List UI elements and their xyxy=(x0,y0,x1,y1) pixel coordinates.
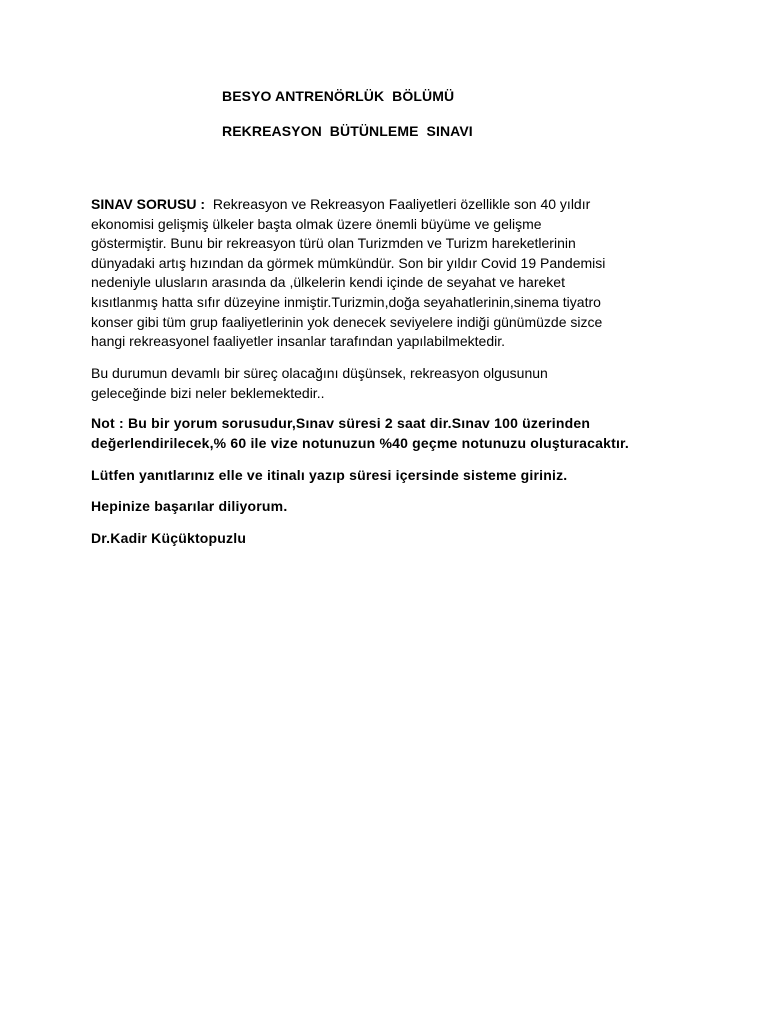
exam-note xyxy=(91,414,731,453)
wish-text: Hepinize başarılar diliyorum. xyxy=(91,498,288,514)
question-line: konser gibi tüm grup faaliyetlerinin yok denecek seviyelere indiği günümüzde sizce xyxy=(91,313,603,330)
question-label: SINAV SORUSU : xyxy=(91,196,206,212)
followup-paragraph xyxy=(91,364,711,403)
instruction-text: Lütfen yanıtlarınız elle ve itinalı yazıp süresi içersinde sisteme giriniz. xyxy=(91,467,568,483)
question-line: kısıtlanmış hatta sıfır düzeyine inmiştir.Turizmin,doğa seyahatlerinin,sinema tiyatro xyxy=(91,293,601,310)
note-line: Not : Bu bir yorum sorusudur,Sınav süresi 2 saat dir.Sınav 100 üzerinden xyxy=(91,415,591,431)
question-text: Rekreasyon ve Rekreasyon Faaliyetleri özellikle son 40 yıldır xyxy=(212,196,591,212)
question-line: göstermiştir. Bunu bir rekreasyon türü olan Turizmden ve Turizm hareketlerinin xyxy=(91,235,576,252)
exam-question-paragraph xyxy=(91,195,711,352)
followup-line: Bu durumun devamlı bir süreç olacağını düşünsek, rekreasyon olgusunun xyxy=(91,365,548,381)
signature-name: Dr.Kadir Küçüktopuzlu xyxy=(91,530,247,546)
note-line: değerlendirilecek,% 60 ile vize notunuzun %40 geçme notunuzu oluşturacaktır. xyxy=(91,434,629,451)
department-heading: BESYO ANTRENÖRLÜK BÖLÜMÜ xyxy=(222,88,455,104)
question-line: hangi rekreasyonel faaliyetler insanlar tarafından yapılabilmektedir. xyxy=(91,333,506,350)
question-line: dünyadaki artış hızından da görmek mümkündür. Son bir yıldır Covid 19 Pandemisi xyxy=(91,254,606,271)
question-line xyxy=(91,195,711,215)
followup-line: geleceğinde bizi neler beklemektedir.. xyxy=(91,384,325,401)
question-line: nedeniyle ulusların arasında da ,ülkelerin kendi içinde de seyahat ve hareket xyxy=(91,274,565,291)
exam-title: REKREASYON BÜTÜNLEME SINAVI xyxy=(222,123,473,139)
question-line: ekonomisi gelişmiş ülkeler başta olmak üzere önemli büyüme ve gelişme xyxy=(91,215,542,232)
